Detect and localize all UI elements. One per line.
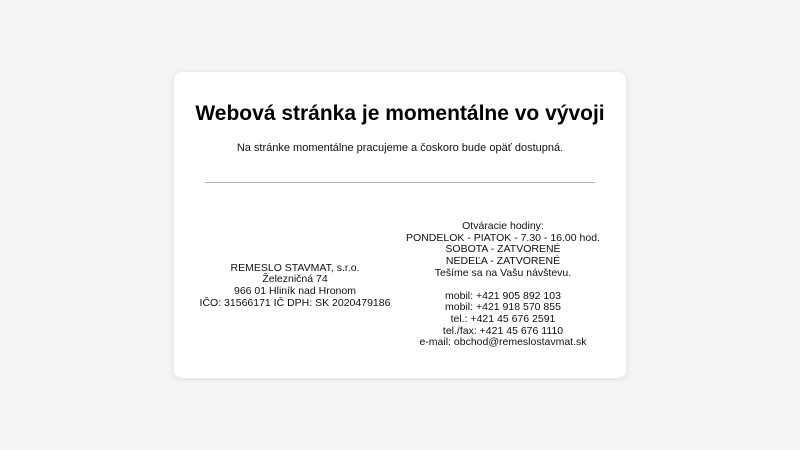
hours-and-contacts — [403, 221, 603, 349]
hours-greeting: Tešíme sa na Vašu návštevu. — [434, 266, 572, 279]
company-name: REMESLO STAVMAT, s.r.o. — [230, 261, 360, 274]
page-subtitle: Na stránke momentálne pracujeme a čoskoro bude opäť dostupná. — [236, 142, 564, 154]
company-city: 966 01 Hliník nad Hronom — [234, 285, 356, 297]
page-title: Webová stránka je momentálne vo vývoji — [195, 102, 605, 125]
contact-mobile-1: mobil: +421 905 892 103 — [445, 289, 561, 302]
company-address — [199, 263, 391, 309]
contact-fax: tel./fax: +421 45 676 1110 — [442, 324, 564, 337]
contact-mobile-2: mobil: +421 918 570 855 — [445, 301, 561, 314]
contact-email[interactable]: e-mail: obchod@remeslostavmat.sk — [419, 336, 587, 349]
company-ids: IČO: 31566171 IČ DPH: SK 2020479186 — [199, 296, 391, 309]
divider — [205, 182, 595, 183]
hours-heading: Otváracie hodiny: — [462, 220, 544, 233]
hours-sunday: NEDEĽA - ZATVORENÉ — [445, 255, 561, 268]
hours-saturday: SOBOTA - ZATVORENÉ — [445, 243, 561, 256]
company-street: Železničná 74 — [262, 273, 328, 286]
maintenance-card — [174, 72, 626, 378]
hours-weekdays: PONDELOK - PIATOK - 7.30 - 16.00 hod. — [406, 231, 600, 244]
contact-phone: tel.: +421 45 676 2591 — [450, 312, 556, 325]
info-section — [194, 220, 606, 350]
